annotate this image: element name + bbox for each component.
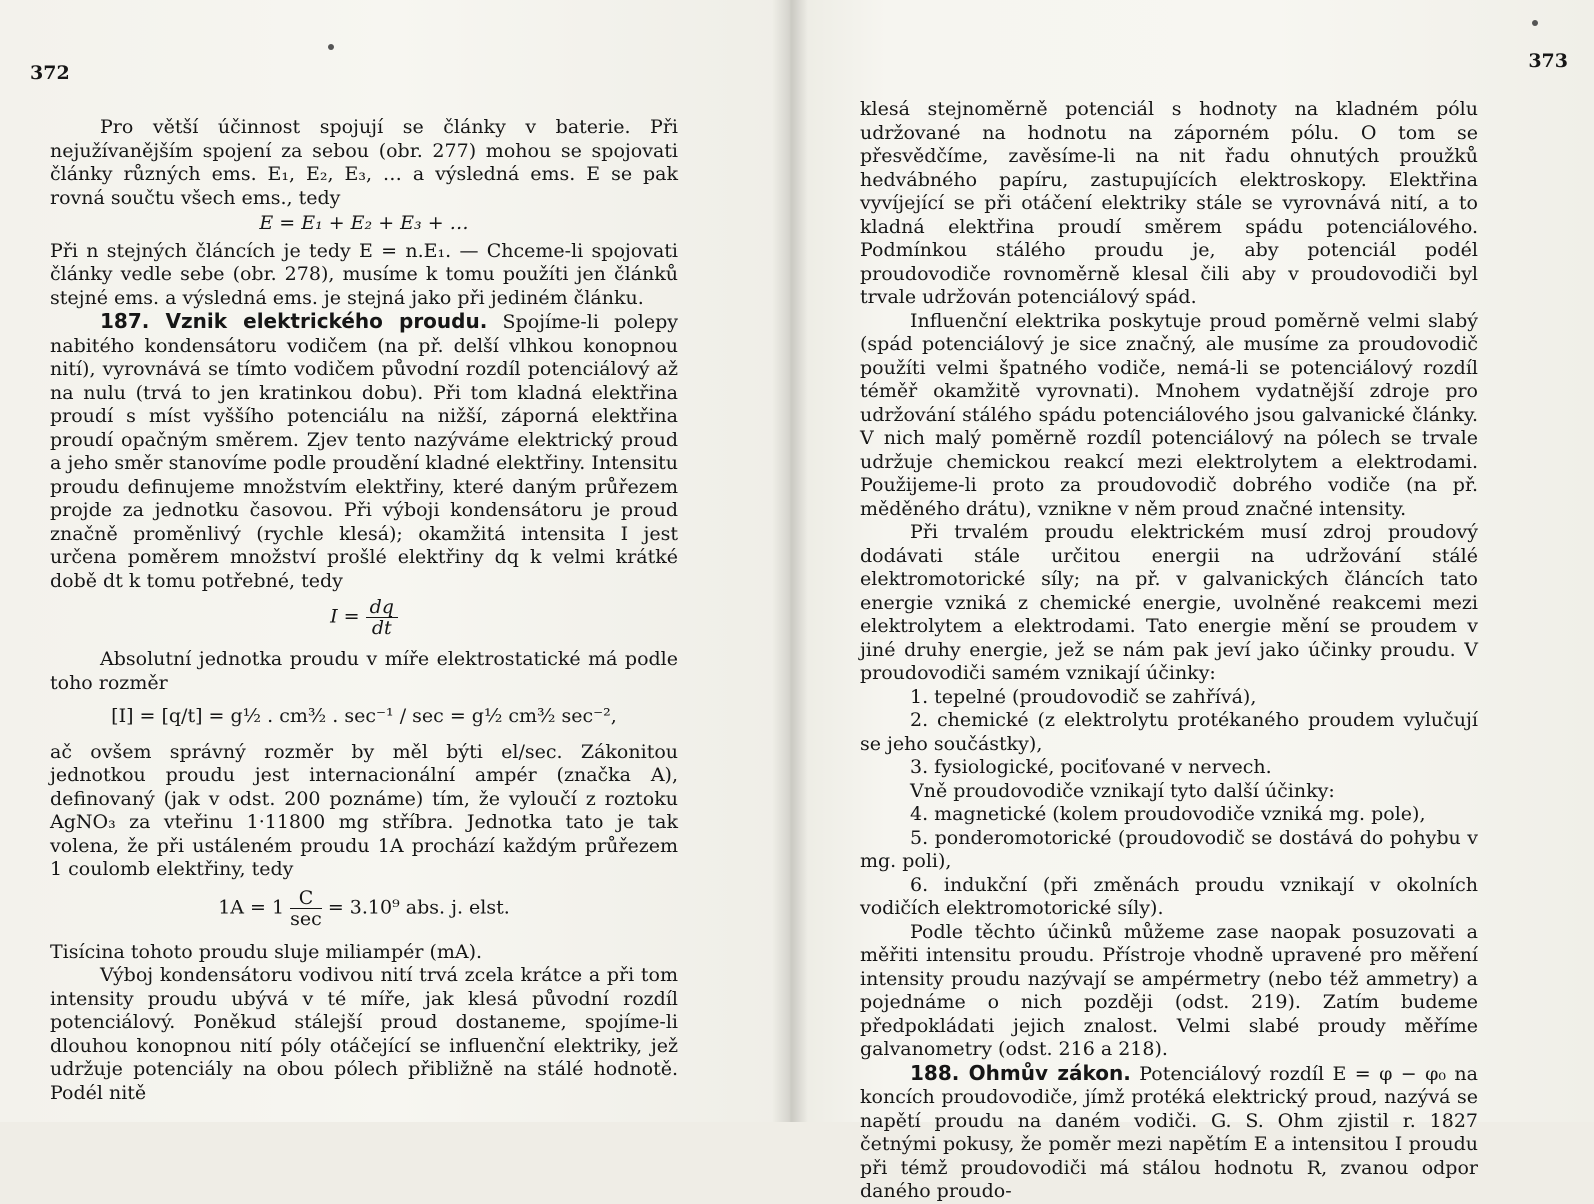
list-item: 5. ponderomotorické (proudovodič se dostává do pohybu v mg. poli), <box>860 826 1478 872</box>
paragraph: Při n stejných článcích je tedy E = n.E₁. — Chceme-li spojovati články vedle sebe (obr. 278), musíme k tomu použíti jen článků stejné ems. a výsledná ems. je stejná jako při jediném článku. <box>50 239 678 309</box>
left-page-text <box>50 116 678 1105</box>
fraction <box>290 888 322 929</box>
margin-dot <box>1532 20 1538 26</box>
page-number-right: 373 <box>1528 50 1568 72</box>
section-heading-188: 188. Ohmův zákon. <box>910 1060 1131 1085</box>
left-page <box>0 0 790 1122</box>
page-number-left: 372 <box>30 62 70 84</box>
paragraph: Influenční elektrika poskytuje proud poměrně velmi slabý (spád potenciálový je sice značný, ale musíme za proudovodič použíti velmi špatného vodiče, nemá-li se potenciálový rozdíl téměř okamžitě vyrovnati). Mnohem vydatnější zdroje pro udržování stálého spádu potenciálového jsou galvanické články. V nich malý poměrně rozdíl potenciálový na pólech se trvale udržuje chemickou reakcí mezi elektrolytem a elektrodami. Použijeme-li proto za proudovodič dobrého vodiče (na př. měděného drátu), vznikne v něm proud značné intensity. <box>860 309 1478 520</box>
right-page-text <box>860 98 1478 1204</box>
paragraph: Absolutní jednotka proudu v míře elektrostatické má podle toho rozměr <box>50 648 678 694</box>
paragraph: Spojíme-li polepy nabitého kondensátoru vodičem (na př. delší vlhkou konopnou nití), vyrovnává se tímto vodičem původní rozdíl potenciálový až na nulu (trvá to jen kratinkou dobu). Při tom kladná elektřina proudí s míst vyššího potenciálu na nižší, záporná elektřina proudí opačným směrem. Zjev tento nazýváme elektrický proud a jeho směr stanovíme podle proudění kladné elektřiny. Intensitu proudu definujeme množstvím elektřiny, které daným průřezem projde za jednotku časovou. Při výboji kondensátoru je proud značně proměnlivý (rychle klesá); okamžitá intensita I jest určena poměrem množství prošlé elektřiny dq k velmi krátké době dt k tomu potřebné, tedy <box>50 311 678 592</box>
list-item: 4. magnetické (kolem proudovodiče vzniká mg. pole), <box>910 803 1426 825</box>
paragraph: Potenciálový rozdíl E = φ − φ₀ na koncích proudovodiče, jímž protéká elektrický proud, nazývá se napětí proudu na daném vodiči. G. S. Ohm zjistil r. 1827 četnými pokusy, že poměr mezi napětím E a intensitou I proudu při témž proudovodiči má stálou hodnotu R, zvanou odpor daného proudo- <box>860 1062 1478 1202</box>
list-item: 2. chemické (z elektrolytu protékaného proudem vylučují se jeho součástky), <box>860 709 1478 755</box>
fraction-denominator: sec <box>290 907 322 930</box>
effects-list <box>860 686 1478 921</box>
formula-rhs: = 3.10⁹ abs. j. elst. <box>327 896 510 918</box>
right-page <box>790 0 1594 1202</box>
section-187 <box>50 310 678 593</box>
fraction-numerator: dq <box>366 597 398 618</box>
list-item: 6. indukční (při změnách proudu vznikají v okolních vodičích elektromotorické síly). <box>860 873 1478 919</box>
fraction <box>366 597 398 638</box>
section-188 <box>860 1062 1478 1204</box>
list-intro: Vně proudovodiče vznikají tyto další účinky: <box>910 779 1335 802</box>
paragraph: Tisícina tohoto proudu sluje miliampér (mA). <box>50 940 483 963</box>
book-gutter <box>772 0 808 1122</box>
formula-ampere <box>50 888 678 929</box>
list-item: 1. tepelné (proudovodič se zahřívá), <box>910 685 1257 708</box>
paragraph: Podle těchto účinků můžeme zase naopak posuzovati a měřiti intensitu proudu. Přístroje vhodně upravené pro měření intensity proudu nazývají se ampérmetry (nebo též ammetry) a pojednáme o nich později (odst. 219). Zatím budeme předpokládati jejich znalost. Velmi slabé proudy měříme galvanometry (odst. 216 a 218). <box>860 920 1478 1060</box>
fraction-numerator: C <box>290 888 322 909</box>
fraction-denominator: dt <box>371 617 392 639</box>
list-item: 3. fysiologické, pociťované v nervech. <box>910 756 1272 778</box>
paragraph: ač ovšem správný rozměr by měl býti el/sec. Zákonitou jednotkou proudu jest internacionální ampér (značka A), definovaný (jak v odst. 200 poznáme) tím, že vyloučí z roztoku AgNO₃ za vteřinu 1·11800 mg stříbra. Jednotka tato je tak volena, že při ustáleném proudu 1A prochází každým průřezem 1 coulomb elektřiny, tedy <box>50 740 678 880</box>
section-heading-187: 187. Vznik elektrického proudu. <box>100 309 488 333</box>
formula-sum-ems: E = E₁ + E₂ + E₃ + … <box>259 212 469 234</box>
paragraph: klesá stejnoměrně potenciál s hodnoty na kladném pólu udržované na hodnotu na záporném pólu. O tom se přesvědčíme, zavěsíme-li na nit řadu ohnutých proužků hedvábného papíru, zastupujících elektroskopy. Elektřina vyvíjející se při otáčení elektriky stále se vyrovnává nití, a to kladná elektřina proudí směrem spádu potenciálového. Podmínkou stálého proudu je, aby potenciál podél proudovodiče rovnoměrně klesal čili aby v proudovodiči byl trvale udržován potenciálový spád. <box>860 98 1478 308</box>
margin-dot <box>328 44 334 50</box>
formula-intensity <box>50 597 678 638</box>
paragraph: Při trvalém proudu elektrickém musí zdroj proudový dodávati stále určitou energii na udržování stálé elektromotorické síly; na př. v galvanických článcích tato energie vzniká z chemické energie, uvolněné reakcemi mezi elektrolytem a elektrodami. Tato energie mění se proudem v jiné druhy energie, jež se nám pak jeví jako účinky proudu. V proudovodiči samém vznikají účinky: <box>860 521 1478 684</box>
paragraph: Pro větší účinnost spojují se články v baterie. Při nejužívanějším spojení za sebou (obr. 277) mohou se spojovati články různých ems. E₁, E₂, E₃, … a výsledná ems. E se pak rovná součtu všech ems., tedy <box>50 116 678 209</box>
formula-lhs: 1A = 1 <box>218 896 285 918</box>
paragraph: Výboj kondensátoru vodivou nití trvá zcela krátce a při tom intensity proudu ubývá v té míře, jak klesá původní rozdíl potenciálový. Poněkud stálejší proud dostaneme, spojíme-li dlouhou konopnou nití póly otáčející se influenční elektriky, jež udržuje potenciály na obou pólech přibližně na stálé hodnotě. Podél nitě <box>50 964 678 1104</box>
formula-lhs: I = <box>330 605 360 628</box>
formula-dimension: [I] = [q/t] = g½ . cm³⁄₂ . sec⁻¹ / sec = g½ cm³⁄₂ sec⁻², <box>111 705 617 727</box>
